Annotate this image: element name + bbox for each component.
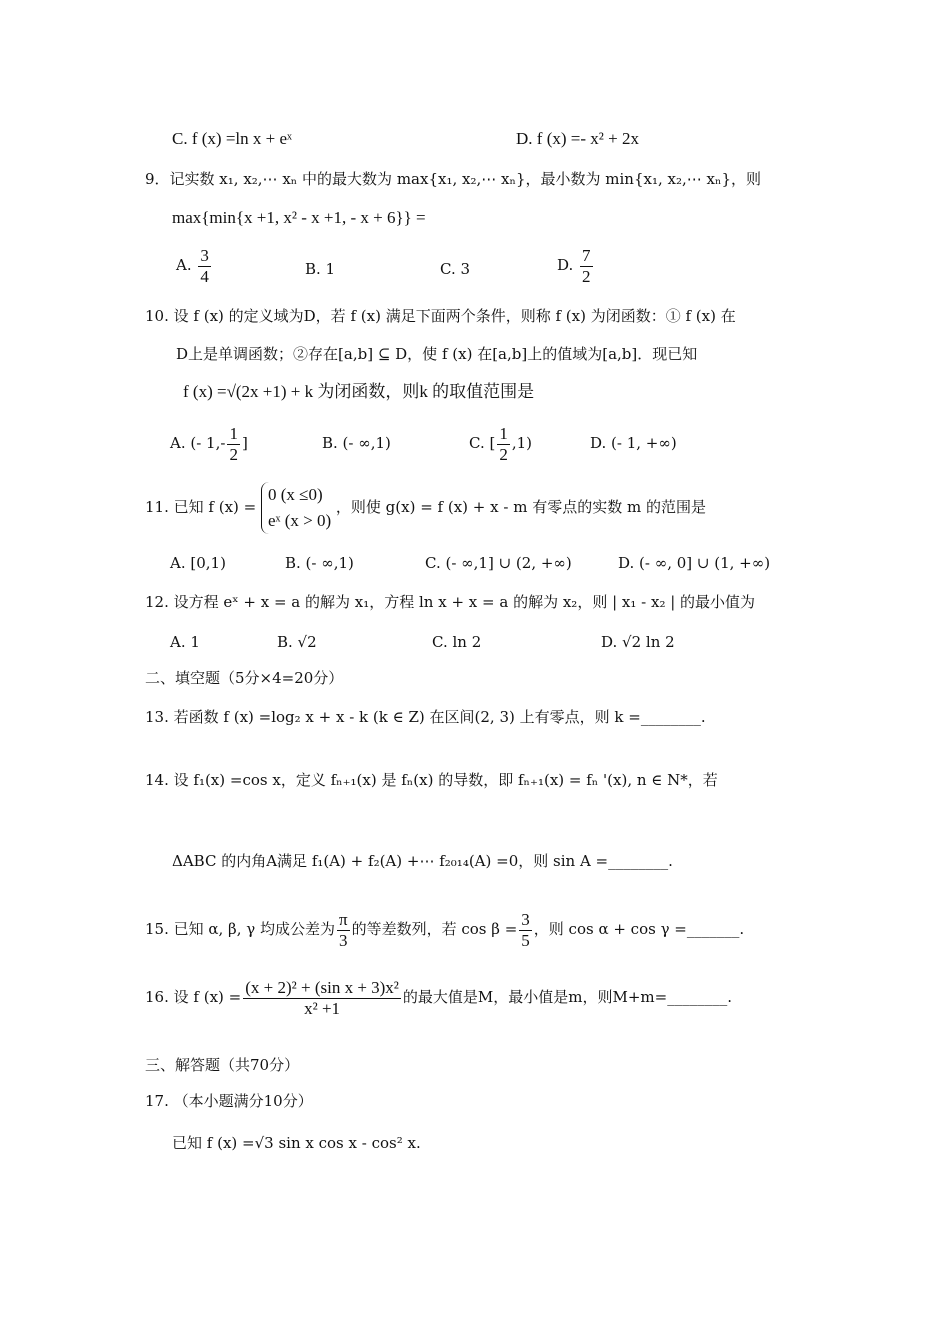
q17-heading: 17. （本小题满分10分）	[145, 1092, 313, 1110]
q11-option-d: D. (- ∞, 0] ∪ (1, +∞)	[618, 554, 771, 572]
q12-option-c: C. ln 2	[432, 633, 482, 651]
q12-option-d: D. √2 ln 2	[601, 633, 675, 651]
q12-stem: 12. 设方程 eˣ + x = a 的解为 x₁，方程 ln x + x = a 的解为 x₂，则 | x₁ - x₂ | 的最小值为	[145, 593, 756, 611]
section-fill-in-title: 二、填空题（5分×4=20分）	[145, 669, 344, 687]
q15-stem: 15. 已知 α, β, γ 均成公差为 $\frac{\pi}{3}$ 的等差数列，若 cos β = $\frac{3}{5}$ ，则 cos α + cos γ =_______.	[145, 910, 745, 950]
q14-condition: ΔABC 的内角A满足 f₁(A) + f₂(A) +⋯ f₂₀₁₄(A) =0，则 sin A =________.	[172, 852, 673, 870]
q12-option-a: A. 1	[170, 633, 200, 651]
q11-piecewise: 0 (x ≤0) eˣ (x > 0)	[261, 482, 331, 534]
q10-option-c: C. [ $\frac{1}{2}$ ,1)	[469, 424, 533, 464]
q10-stem: 10. 设 f (x) 的定义域为D，若 f (x) 满足下面两个条件，则称 f (x) 为闭函数：① f (x) 在	[145, 307, 736, 325]
q10-option-b: B. (- ∞,1)	[322, 434, 391, 452]
q10-condition: D上是单调函数；②存在[a,b] ⊆ D，使 f (x) 在[a,b]上的值域为[a,b]．现已知	[176, 345, 698, 363]
q13-stem: 13. 若函数 f (x) =log₂ x + x - k (k ∈ Z) 在区间(2, 3) 上有零点，则 k =________.	[145, 708, 706, 726]
q10-option-d: D. (- 1, +∞)	[590, 434, 677, 452]
q16-stem: 16. 设 f (x) = $\frac{\text{(x + 2)² + (sin x + 3)x²}}{\text{x² +1}}$ 的最大值是M，最小值是m，则M+m=________.	[145, 978, 732, 1018]
q9-option-a: A. $\frac{3}{4}$	[176, 246, 209, 286]
q9-stem: 9．记实数 x₁, x₂,⋯ xₙ 中的最大数为 max{x₁, x₂,⋯ xₙ}，最小数为 min{x₁, x₂,⋯ xₙ}，则	[145, 170, 761, 188]
q14-stem: 14. 设 f₁(x) =cos x，定义 fₙ₊₁(x) 是 fₙ(x) 的导数，即 fₙ₊₁(x) = fₙ '(x), n ∈ N*，若	[145, 771, 718, 789]
q11-stem: 11. 已知 f (x) = 0 (x ≤0) eˣ (x > 0) ，则使 g(x) = f (x) + x - m 有零点的实数 m 的范围是	[145, 482, 706, 534]
q9-option-b: B. 1	[305, 260, 336, 278]
q9-option-d: D. $\frac{7}{2}$	[557, 246, 591, 286]
q10-option-a: A. (- 1,- $\frac{1}{2}$ ]	[170, 424, 248, 464]
q17-function: 已知 f (x) =√3 sin x cos x - cos² x.	[172, 1134, 421, 1152]
q8-option-c: C. f (x) =ln x + eˣ	[172, 129, 292, 148]
q12-option-b: B. √2	[277, 633, 317, 651]
q8-option-d: D. f (x) =- x² + 2x	[516, 129, 639, 148]
q9-expression: max{min{x +1, x² - x +1, - x + 6}} =	[172, 208, 426, 227]
q10-function: f (x) =√(2x +1) + k 为闭函数，则k 的取值范围是	[183, 382, 535, 401]
q11-option-a: A. [0,1)	[170, 554, 226, 572]
section-solve-title: 三、解答题（共70分）	[145, 1056, 300, 1074]
q9-option-c: C. 3	[440, 260, 471, 278]
q11-option-b: B. (- ∞,1)	[285, 554, 354, 572]
q11-option-c: C. (- ∞,1] ∪ (2, +∞)	[425, 554, 572, 572]
